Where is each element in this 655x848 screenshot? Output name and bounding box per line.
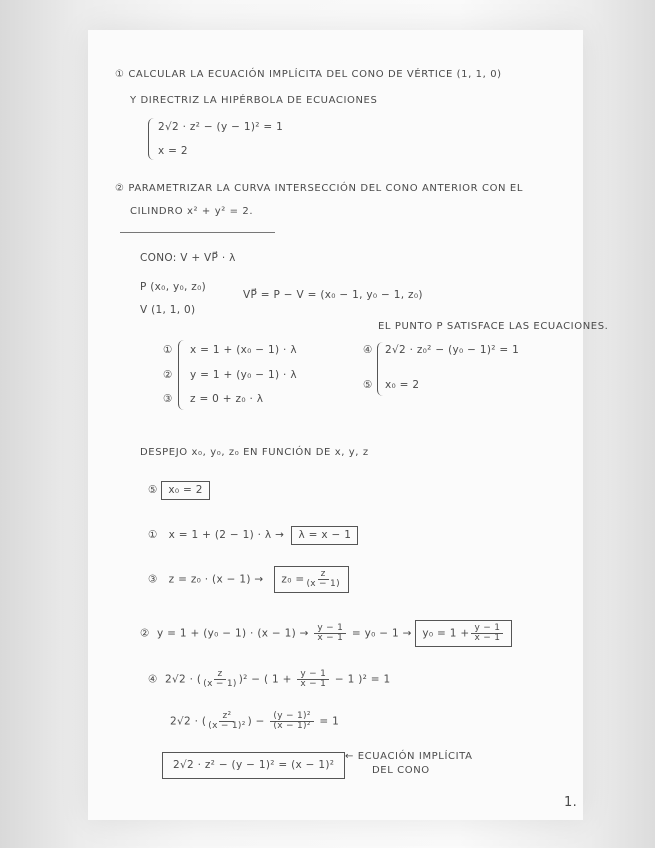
- equation: z = z₀ · (x − 1) →: [168, 573, 264, 586]
- numerator: y − 1: [297, 670, 329, 680]
- problem1-line1: ① CALCULAR LA ECUACIÓN IMPLÍCITA DEL CONO DE VÉRTICE (1, 1, 0): [115, 69, 502, 80]
- hyperbola-eq-p: 2√2 · z₀² − (y₀ − 1)² = 1: [385, 344, 520, 356]
- problem1-line2: Y DIRECTRIZ LA HIPÉRBOLA DE ECUACIONES: [130, 95, 378, 106]
- equation-part: )² − ( 1 +: [238, 673, 292, 686]
- param-eq-x: x = 1 + (x₀ − 1) · λ: [190, 344, 297, 356]
- equation: y = 1 + (y₀ − 1) · (x − 1) →: [157, 627, 309, 640]
- equation-part: = 1: [319, 715, 340, 728]
- fraction: [208, 712, 245, 731]
- brace: [377, 342, 384, 396]
- satisfies-text: EL PUNTO P SATISFACE LAS ECUACIONES.: [378, 321, 609, 332]
- boxed-result: [415, 620, 512, 647]
- final-result: [162, 752, 345, 779]
- step1: [148, 526, 358, 545]
- brace: [178, 340, 185, 410]
- numerator: y − 1: [314, 624, 346, 634]
- denominator: (x − 1)²: [273, 721, 311, 731]
- equation-part: ) −: [247, 715, 265, 728]
- denominator: (x − 1): [203, 679, 237, 689]
- step3: [148, 566, 349, 593]
- param-eq-y: y = 1 + (y₀ − 1) · λ: [190, 369, 297, 381]
- equation-part: 2√2 · (: [165, 673, 202, 686]
- brace: [148, 118, 155, 160]
- numerator: z: [214, 670, 225, 680]
- denominator: (x − 1): [306, 579, 340, 589]
- cone-definition: CONO: V + VP⃗ · λ: [140, 252, 236, 264]
- solve-heading: DESPEJO x₀, y₀, z₀ EN FUNCIÓN DE x, y, z: [140, 447, 369, 458]
- eq-label: ⑤: [148, 484, 158, 496]
- eq-label: ②: [163, 369, 173, 381]
- denominator: (x − 1)²: [208, 721, 246, 731]
- problem2-line2: CILINDRO x² + y² = 2.: [130, 206, 254, 217]
- equation-part: − 1 )² = 1: [334, 673, 391, 686]
- eq-label: ②: [140, 627, 150, 640]
- numerator: (y − 1)²: [270, 712, 313, 722]
- divider: [120, 232, 275, 233]
- point-v: V (1, 1, 0): [140, 304, 196, 316]
- step5: [148, 481, 210, 500]
- eq-label: ③: [148, 573, 158, 586]
- boxed-result: λ = x − 1: [291, 526, 358, 545]
- numerator: z: [318, 570, 329, 580]
- numerator: z²: [219, 712, 234, 722]
- problem2-line1: ② PARAMETRIZAR LA CURVA INTERSECCIÓN DEL CONO ANTERIOR CON EL: [115, 183, 523, 194]
- boxed-result: 2√2 · z² − (y − 1)² = (x − 1)²: [162, 752, 345, 779]
- point-p: P (x₀, y₀, z₀): [140, 281, 206, 293]
- hyperbola-eq1: 2√2 · z² − (y − 1)² = 1: [158, 121, 284, 133]
- equation: x = 1 + (2 − 1) · λ →: [168, 529, 285, 541]
- denominator: x − 1: [317, 633, 344, 643]
- eq-label: ③: [163, 393, 173, 405]
- param-eq-z: z = 0 + z₀ · λ: [190, 393, 264, 405]
- vector-vp: VP⃗ = P − V = (x₀ − 1, y₀ − 1, z₀): [243, 289, 423, 301]
- result-note-2: DEL CONO: [372, 765, 430, 776]
- step4a: [148, 670, 390, 689]
- hyperbola-eq2: x = 2: [158, 145, 188, 157]
- hyperbola-eq-x: x₀ = 2: [385, 379, 420, 391]
- step4b: [170, 712, 339, 731]
- denominator: x − 1: [300, 679, 327, 689]
- boxed-result: x₀ = 2: [161, 481, 209, 500]
- eq-label: ⑤: [363, 379, 373, 391]
- eq-label: ①: [148, 529, 158, 541]
- boxed-result: [274, 566, 349, 593]
- eq-label: ④: [363, 344, 373, 356]
- equation: = y₀ − 1 →: [351, 627, 412, 640]
- result-note-1: ← ECUACIÓN IMPLÍCITA: [345, 751, 473, 762]
- fraction: [297, 670, 329, 689]
- fraction: [314, 624, 346, 643]
- page-number: 1.: [564, 795, 578, 810]
- lhs: z₀ =: [281, 573, 305, 586]
- eq-label: ①: [163, 344, 173, 356]
- fraction: [203, 670, 236, 689]
- denominator: x − 1: [474, 633, 501, 643]
- fraction: [306, 570, 339, 589]
- fraction: [270, 712, 313, 731]
- step2: [140, 620, 512, 647]
- equation-part: 2√2 · (: [170, 715, 207, 728]
- eq-label: ④: [148, 673, 158, 686]
- fraction: [471, 624, 503, 643]
- lhs: y₀ = 1 +: [422, 627, 470, 640]
- numerator: y − 1: [471, 624, 503, 634]
